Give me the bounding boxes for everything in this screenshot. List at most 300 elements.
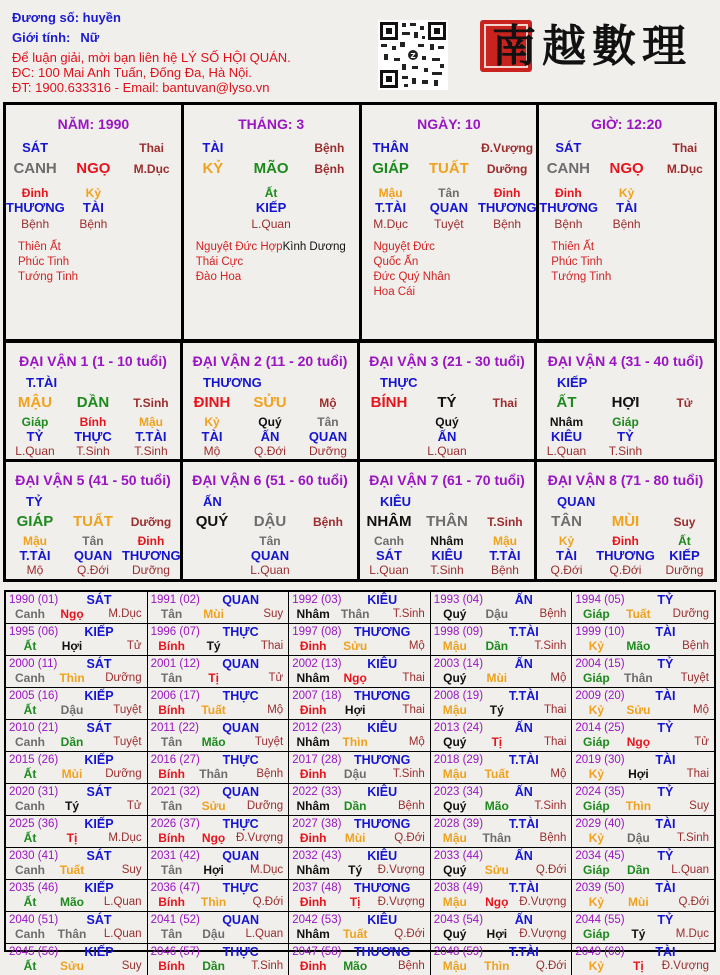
year-stem: Canh [15,735,45,749]
year-god: TÀI [655,753,676,767]
hidden-god [655,429,714,444]
hidden-god: THƯƠNG [596,548,655,563]
branch-phase: M.Dục [666,162,703,176]
year-branch: Dậu [485,607,509,621]
year-label: 2042 (53) [292,914,342,926]
hidden-phase [183,563,241,578]
hidden-god: TÀI [201,429,223,444]
hidden-stem: Tân [438,186,460,200]
year-phase: T.Sinh [534,640,567,652]
year-stem: Ất [23,767,37,781]
year-phase: T.Sinh [534,800,567,812]
year-branch: Ngọ [343,671,367,685]
stem-god: TỶ [26,494,43,509]
year-cell [6,880,148,912]
hidden-stem-cell [183,413,241,459]
hidden-god: ẤN [437,429,457,444]
dai-van-title: ĐẠI VẬN 1 (1 - 10 tuổi) [19,353,167,369]
year-label: 2022 (33) [292,786,342,798]
star-item: Phúc Tinh [18,256,70,268]
year-phase: L.Quan [103,928,142,940]
brand-logo [492,10,692,74]
year-stem: Quý [443,927,467,941]
year-phase: Suy [121,960,142,972]
year-cell [6,592,148,624]
year-stem: Mậu [442,703,467,717]
year-cell [572,912,714,944]
year-stem: Canh [15,863,45,877]
year-label: 1998 (09) [433,626,484,638]
year-phase: Q.Đới [252,896,284,908]
year-label: 1990 (01) [9,594,59,606]
year-stem: Nhâm [296,735,330,749]
year-cell [289,656,431,688]
year-branch: Dậu [202,927,225,941]
year-stem: Bính [158,831,185,845]
year-stem: Quý [443,735,467,749]
year-branch: Tý [631,927,646,941]
hidden-stem-cell [184,186,242,232]
owner-name: Đương số: huyền [12,10,121,25]
hidden-stem: Nhâm [549,415,584,429]
year-label: 2004 (15) [575,658,625,670]
year-branch: Dậu [60,703,84,717]
year-label: 2029 (40) [575,818,625,830]
year-god: SÁT [86,657,112,671]
hidden-stem: Tân [82,534,104,548]
year-branch: Ngọ [485,895,509,909]
year-cell [289,752,431,784]
dai-van-1 [6,343,183,462]
hidden-god: KIẾP [255,200,287,215]
year-phase: Đ.Vượng [377,864,425,876]
year-branch: Tị [66,831,78,845]
year-label: 2016 (27) [150,754,200,766]
year-god: T.TÀI [508,753,539,767]
hidden-stem-cell [596,532,655,578]
year-cell [431,688,573,720]
hidden-phase: Bệnh [493,217,522,231]
contact-phone-email: ĐT: 1900.633316 - Email: bantuvan@lyso.vn [12,80,270,95]
year-branch: Ngọ [201,831,226,845]
year-stem: Đinh [299,831,327,845]
stem-phase: Đ.Vượng [481,141,534,155]
stem-phase: Bệnh [314,141,345,155]
person-info [12,10,291,95]
year-branch: Thìn [625,799,652,813]
year-stem: Kỷ [588,703,605,717]
year-phase: Q.Đới [678,896,709,908]
year-phase: Tuyệt [680,672,709,684]
star-list [362,240,537,300]
year-stem: Nhâm [296,607,330,621]
year-branch: Dần [202,959,225,973]
pillar-1 [184,105,362,339]
hidden-stem: Canh [373,534,404,548]
hidden-phase: T.Sinh [76,444,110,458]
year-cell [6,624,148,656]
year-stem: Mậu [442,831,467,845]
year-stem: Kỷ [588,831,605,845]
star-item: Phúc Tinh [551,256,603,268]
year-label: 2018 (29) [433,754,484,766]
logo-title: 越數理 [542,21,692,72]
hidden-phase [476,444,534,459]
year-cell [148,720,290,752]
year-god: THỰC [222,625,259,639]
dai-van-title: ĐẠI VẬN 3 (21 - 30 tuổi) [369,353,525,369]
heavenly-stem: QUÝ [195,513,229,530]
branch-phase: Thai [492,396,518,410]
year-label: 2012 (23) [292,722,342,734]
year-phase: Đ.Vượng [235,832,284,844]
year-branch: Tị [349,895,361,909]
year-phase: Suy [689,800,709,812]
year-cell [148,944,290,975]
year-stem: Giáp [583,671,610,685]
year-god: KIÊU [367,849,398,863]
year-cell [431,784,573,816]
year-cell [148,784,290,816]
year-branch: Thìn [484,959,510,973]
year-phase: Q.Đới [535,960,567,972]
year-cell [572,688,714,720]
year-god: TỶ [657,785,674,799]
hidden-stem-cell [64,532,122,578]
year-cell [572,944,714,975]
hidden-phase: Q.Đới [550,563,583,577]
year-god: KIẾP [84,817,114,831]
year-label: 2045 (56) [9,946,59,958]
hidden-god: THƯƠNG [6,200,65,215]
dai-van-4 [537,343,714,462]
hidden-stem [360,415,418,429]
hidden-phase: Bệnh [490,563,519,577]
year-god: TỶ [657,657,674,671]
year-god: KIẾP [84,689,114,703]
year-cell [431,912,573,944]
hidden-stem-cell [122,413,180,459]
year-god: KIẾP [84,881,114,895]
year-stem: Đinh [299,703,327,717]
hidden-stem: Đinh [555,186,582,200]
year-branch: Thân [57,927,87,941]
earthly-branch: NGỌ [76,160,111,177]
year-branch: Tý [206,639,221,653]
hidden-phase: Mộ [203,444,221,458]
star-item: Đức Quý Nhân [373,271,451,283]
pillar-2 [362,105,540,339]
hidden-stem: Đinh [21,186,49,200]
year-phase: M.Dục [108,608,142,620]
hidden-stem-cell [420,186,478,232]
year-stem: Kỷ [588,767,605,781]
year-phase: Bệnh [539,832,567,844]
year-stem: Ất [23,831,37,845]
year-god: ẤN [514,849,533,863]
year-stem: Tân [160,927,183,941]
year-god: TỶ [657,849,674,863]
hidden-stem: Kỷ [204,415,220,429]
year-label: 2044 (55) [575,914,625,926]
year-phase: Mộ [408,736,425,748]
year-phase: M.Dục [249,864,284,876]
hidden-phase [655,444,714,459]
hidden-phase [299,563,357,578]
dai-van-8 [537,462,714,579]
year-phase: L.Quan [245,928,284,940]
year-god: THỰC [222,817,259,831]
year-stem: Giáp [583,607,610,621]
year-god: THƯƠNG [353,689,411,703]
year-cell [289,880,431,912]
hidden-stem-cell [596,413,655,459]
year-label: 1995 (06) [9,626,59,638]
year-cell [431,880,573,912]
year-phase: Dưỡng [105,672,142,684]
year-branch: Tuất [342,927,368,941]
hidden-stem: Bính [79,415,107,429]
hidden-phase [360,444,418,459]
stem-god: KIÊU [380,494,412,509]
hidden-stem-cell [476,413,534,459]
branch-phase: Bệnh [312,515,343,529]
hidden-god: SÁT [375,548,402,563]
year-stem: Bính [158,703,185,717]
year-phase: Thai [544,736,567,748]
year-label: 2015 (26) [9,754,59,766]
year-label: 2033 (44) [433,850,484,862]
year-phase: Mộ [267,704,284,716]
year-branch: Thân [199,767,228,781]
hidden-stem-cell [6,532,64,578]
hidden-phase: T.Sinh [430,563,464,577]
hidden-stem: Ất [678,534,691,548]
hidden-god: TÀI [616,200,638,215]
year-phase: L.Quan [671,864,709,876]
star-item-extra: Kình Dương [282,241,346,253]
hidden-phase: L.Quan [15,444,55,458]
year-stem: Quý [443,863,467,877]
year-cell [148,816,290,848]
stem-god: THỰC [380,375,418,390]
year-phase: Thai [544,704,567,716]
hidden-god: T.TÀI [19,548,51,563]
year-god: KIẾP [84,625,114,639]
year-god: THƯƠNG [353,625,411,639]
year-phase: Đ.Vượng [661,960,709,972]
year-stem: Giáp [583,863,610,877]
year-phase: Tử [268,672,284,684]
year-stem: Mậu [442,959,467,973]
year-cell [289,624,431,656]
year-label: 2021 (32) [150,786,200,798]
year-god: TỶ [657,721,674,735]
year-stem: Canh [15,607,45,621]
year-stem: Bính [158,639,185,653]
year-god: SÁT [86,785,112,799]
qr-code-icon [378,20,448,90]
hidden-stem: Kỷ [85,186,102,200]
year-phase: Thai [402,704,425,716]
branch-phase: Dưỡng [130,515,172,529]
year-stem: Tân [160,863,183,877]
dai-van-title: ĐẠI VẬN 2 (11 - 20 tuổi) [192,353,348,369]
year-cell [431,720,573,752]
hidden-stem [183,534,241,548]
year-stem: Quý [443,799,467,813]
hidden-stem [184,186,242,200]
year-god: THƯƠNG [353,817,411,831]
hidden-stem: Tân [259,534,281,548]
year-stem: Đinh [299,895,327,909]
year-phase: Đ.Vượng [377,896,425,908]
earthly-branch: MÃO [253,160,289,177]
dai-van-title: ĐẠI VẬN 8 (71 - 80 tuổi) [547,472,704,488]
year-cell [6,752,148,784]
year-god: TÀI [655,817,676,831]
year-label: 2020 (31) [9,786,59,798]
year-cell [431,592,573,624]
year-phase: Tử [126,800,142,812]
year-branch: Mão [343,959,368,973]
four-pillars [3,102,717,342]
year-branch: Ngọ [60,607,84,621]
hidden-god [360,429,418,444]
hidden-stem-cell [64,186,122,232]
earthly-branch: NGỌ [609,160,644,177]
hidden-stem-cell [360,532,418,578]
year-god: TÀI [655,881,676,895]
branch-phase: Dưỡng [486,162,528,176]
hidden-stem: Mậu [138,415,163,429]
hidden-stem: Ất [264,186,278,200]
year-branch: Sửu [343,639,368,653]
year-label: 2025 (36) [9,818,59,830]
hidden-stem: Đinh [137,534,165,548]
year-cell [148,688,290,720]
year-phase: M.Dục [108,832,142,844]
hidden-phase: L.Quan [369,563,409,577]
hidden-stem-cell [6,186,64,232]
hidden-stem: Tân [317,415,339,429]
dai-van-5 [6,462,183,579]
stem-god: ẤN [203,494,222,509]
year-phase: Tử [694,736,709,748]
year-branch: Dần [60,735,84,749]
year-branch: Ngọ [626,735,651,749]
year-label: 1999 (10) [575,626,625,638]
year-stem: Đinh [299,639,327,653]
star-item: Thiên Ất [18,241,61,253]
year-god: SÁT [86,593,112,607]
year-cell [572,592,714,624]
hidden-stem-cell [537,413,596,459]
stem-god: THÂN [372,140,409,155]
hidden-phase: L.Quan [546,444,587,458]
hidden-stem-cell [6,413,64,459]
year-label: 2023 (34) [433,786,484,798]
year-stem: Kỷ [588,895,605,909]
year-branch: Mùi [203,607,224,621]
hidden-phase: Dưỡng [665,563,704,577]
hidden-stem-cell [299,413,357,459]
hidden-stem [655,415,714,429]
year-label: 2026 (37) [150,818,200,830]
year-god: TỶ [657,913,674,927]
year-god: THỰC [222,881,259,895]
pillar-title: GIỜ: 12:20 [591,116,663,132]
hidden-stem-cell [476,532,534,578]
earthly-branch: DẦN [76,394,110,411]
contact-address: ĐC: 100 Mai Anh Tuấn, Đống Đa, Hà Nội. [12,65,252,80]
year-god: ẤN [514,913,533,927]
year-god: QUAN [222,593,259,607]
earthly-branch: HỢI [611,394,640,411]
year-stem: Đinh [299,959,327,973]
year-label: 1997 (08) [292,626,342,638]
year-label: 2013 (24) [433,722,484,734]
year-branch: Tị [491,735,503,749]
hidden-stem-cell [241,413,299,459]
year-branch: Tuất [626,607,651,621]
year-branch: Thân [340,607,370,621]
hidden-stem-cell [418,532,476,578]
year-cell [148,592,290,624]
hidden-god: T.TÀI [135,429,167,444]
year-phase: Q.Đới [394,928,425,940]
year-cell [431,848,573,880]
year-branch: Sửu [59,959,85,973]
year-label: 2006 (17) [150,690,200,702]
year-phase: Bệnh [397,960,425,972]
hidden-phase: M.Dục [373,217,408,231]
year-phase: Đ.Vượng [519,896,567,908]
year-branch: Tý [348,863,363,877]
year-branch: Tị [208,671,219,685]
hidden-phase: Dưỡng [132,563,170,577]
year-god: THƯƠNG [353,945,411,959]
year-cell [6,784,148,816]
year-phase: Mộ [408,640,425,652]
year-cell [572,624,714,656]
year-god: T.TÀI [508,817,539,831]
branch-phase: T.Sinh [133,396,169,410]
year-label: 2031 (42) [150,850,200,862]
year-label: 2011 (22) [150,722,199,734]
stem-god: SÁT [22,140,49,155]
hidden-god: TỶ [617,429,634,444]
year-god: THƯƠNG [353,881,411,895]
year-god: THỰC [222,753,259,767]
earthly-branch: THÂN [426,513,468,530]
year-cell [431,624,573,656]
year-stem: Kỷ [588,959,605,973]
hidden-stem-cell [418,413,476,459]
year-god: KIÊU [367,785,398,799]
year-phase: Suy [121,864,142,876]
svg-text:Z: Z [410,52,416,60]
year-branch: Sửu [626,703,651,717]
hidden-phase: Dưỡng [309,444,347,458]
year-god: QUAN [222,913,259,927]
year-phase: Thai [402,672,425,684]
hidden-phase: Q.Đới [254,444,286,458]
year-god: KIÊU [367,657,398,671]
year-branch: Thìn [200,895,227,909]
year-stem: Tân [160,671,183,685]
dai-van-title: ĐẠI VẬN 6 (51 - 60 tuổi) [192,472,348,488]
